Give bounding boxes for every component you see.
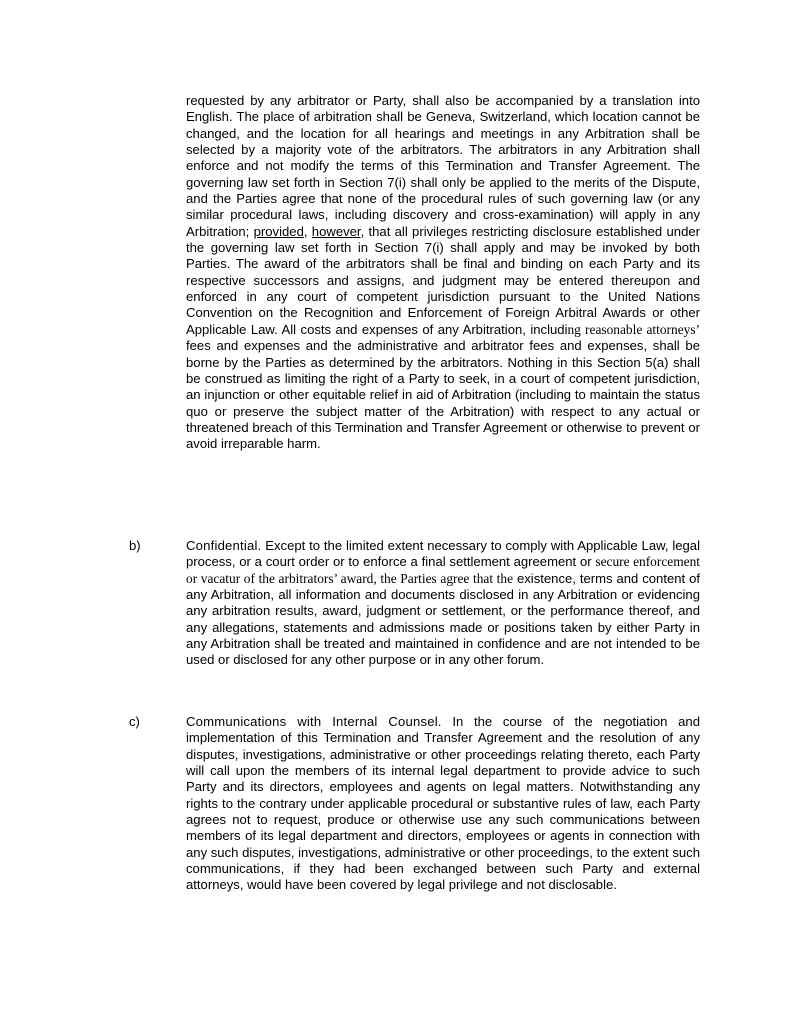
paragraph-text: existence, terms and content of any Arbitration, all information and documents disclosed in any Arbitration or evidencing any arbitration results, award, judgment or settlement, or the performance thereof, and any allegations, statements and admissions made or positions taken by either Party in any Arbitration shall be treated and maintained in confidence and are not intended to be used or disclosed for any other purpose or in any other forum. (186, 570, 700, 668)
section-5a-continuation (186, 93, 700, 453)
paragraph-text-serif: ng reasonable attorneys’ (567, 321, 700, 337)
item-label-b: b) (129, 538, 141, 553)
section-heading: Confidential. (186, 538, 262, 553)
separator: , (303, 223, 312, 239)
paragraph-text: , that all privileges restricting disclosure established under the governing law set forth in Section 7(i) shall apply and may be invoked by both Parties. The award of the arbitrators shall be final and binding on each Party and its respective successors and assigns, and judgment may be entered thereupon and enforced in any court of competent jurisdiction pursuant to the United Nations Convention on the Recognition and Enforcement of Foreign Arbitral Awards or other Applicable Law. All costs and expenses of any Arbitration, includi (186, 223, 700, 337)
paragraph-text: fees and expenses and the administrative and arbitrator fees and expenses, shall be borne by the Parties as determined by the arbitrators. Nothing in this Section 5(a) shall be construed as limiting the right of a Party to seek, in a court of competent jurisdiction, an injunction or other equitable relief in aid of Arbitration (including to maintain the status quo or preserve the subject matter of the Arbitration) with respect to any actual or threatened breach of this Termination and Transfer Agreement or otherwise to prevent or avoid irreparable harm. (186, 338, 700, 452)
paragraph-text: In the course of the negotiation and implementation of this Termination and Transfer Agreement and the resolution of any disputes, investigations, administrative or other proceedings relating thereto, each Party will call upon the members of its internal legal department to provide advice to such Party and its directors, employees and agents on legal matters. Notwithstanding any rights to the contrary under applicable procedural or substantive rules of law, each Party agrees not to request, produce or otherwise use any such communications between members of its legal department and directors, employees or agents in connection with any such disputes, investigations, administrative or other proceedings, to the extent such communications, if they had been exchanged between such Party and external attorneys, would have been covered by legal privilege and not disclosable. (186, 714, 700, 893)
paragraph-text-serif: secure enforcement or vacatur of the arbitrators’ award, the Parties agree that the (186, 554, 700, 586)
provided-term: provided (253, 223, 304, 239)
paragraph-text: Except to the limited extent necessary to comply with Applicable Law, legal process, or a court order or to enforce a final settlement agreement or (186, 538, 700, 570)
however-term: however (311, 223, 361, 239)
section-internal-counsel (186, 714, 700, 894)
paragraph-text: requested by any arbitrator or Party, shall also be accompanied by a translation into English. The place of arbitration shall be Geneva, Switzerland, which location cannot be changed, and the location for all hearings and meetings in any Arbitration shall be selected by a majority vote of the arbitrators. The arbitrators in any Arbitration shall enforce and not modify the terms of this Termination and Transfer Agreement. The governing law set forth in Section 7(i) shall only be applied to the merits of the Dispute, and the Parties agree that none of the procedural rules of such governing law (or any similar procedural laws, including discovery and cross-examination) will apply in any Arbitration; (186, 93, 700, 239)
section-heading: Communications with Internal Counsel. (186, 714, 442, 729)
item-label-c: c) (129, 714, 140, 729)
section-confidential (186, 538, 700, 669)
